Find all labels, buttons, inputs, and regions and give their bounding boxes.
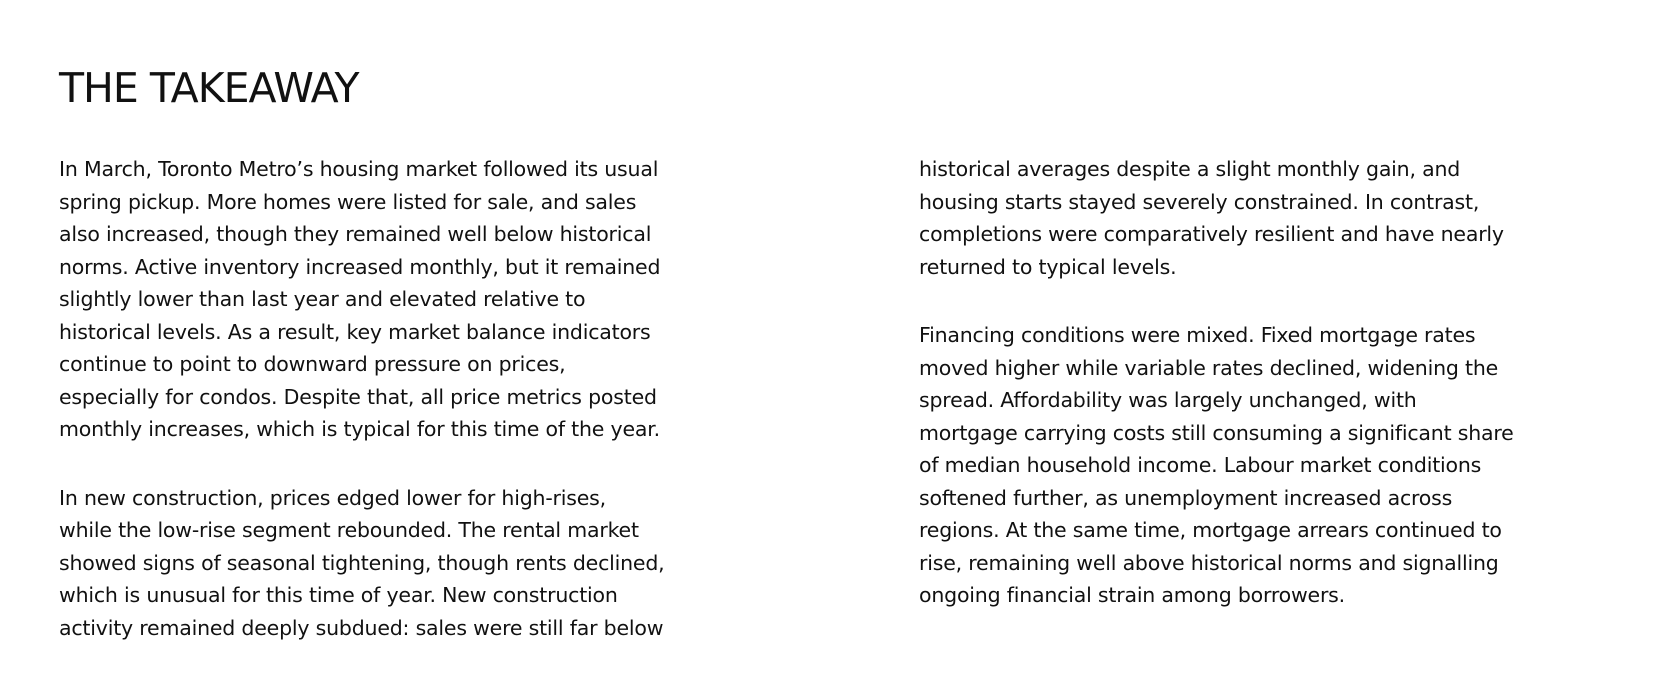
text-line: rise, remaining well above historical norms and signalling xyxy=(919,550,1499,575)
text-line: activity remained deeply subdued: sales were still far below xyxy=(59,615,664,640)
text-line: historical averages despite a slight monthly gain, and xyxy=(919,157,1461,181)
text-line: Financing conditions were mixed. Fixed mortgage rates xyxy=(919,323,1476,347)
text-line: In March, Toronto Metro’s housing market followed its usual xyxy=(59,157,659,181)
text-line: completions were comparatively resilient and have nearly xyxy=(919,222,1504,246)
text-line: also increased, though they remained well below historical xyxy=(59,222,652,246)
text-line: historical levels. As a result, key market balance indicators xyxy=(59,319,651,344)
text-line: while the low-rise segment rebounded. The rental market xyxy=(59,518,639,542)
text-line: In new construction, prices edged lower for high-rises, xyxy=(59,485,606,510)
text-line: monthly increases, which is typical for this time of the year. xyxy=(59,417,660,441)
text-line: housing starts stayed severely constrained. In contrast, xyxy=(919,189,1480,214)
text-line: of median household income. Labour market conditions xyxy=(919,453,1482,477)
left-column xyxy=(59,153,664,680)
text-line: spread. Affordability was largely unchanged, with xyxy=(919,388,1417,412)
paragraph-3 xyxy=(919,153,1514,283)
text-line: returned to typical levels. xyxy=(919,254,1177,279)
text-line: regions. At the same time, mortgage arrears continued to xyxy=(919,518,1502,542)
paragraph-2 xyxy=(59,482,664,645)
text-line: ongoing financial strain among borrowers. xyxy=(919,583,1345,607)
text-line: spring pickup. More homes were listed for sale, and sales xyxy=(59,189,637,214)
text-line: softened further, as unemployment increased across xyxy=(919,485,1453,510)
text-line: mortgage carrying costs still consuming a significant share xyxy=(919,420,1514,445)
text-line: moved higher while variable rates declined, widening the xyxy=(919,355,1499,380)
text-line: norms. Active inventory increased monthly, but it remained xyxy=(59,254,661,279)
text-line: especially for condos. Despite that, all price metrics posted xyxy=(59,384,657,409)
text-line: slightly lower than last year and elevated relative to xyxy=(59,287,586,311)
right-column xyxy=(919,153,1514,648)
page-title: THE TAKEAWAY xyxy=(59,64,359,112)
text-line: showed signs of seasonal tightening, though rents declined, xyxy=(59,550,665,575)
paragraph-4 xyxy=(919,319,1514,612)
text-line: continue to point to downward pressure on prices, xyxy=(59,352,566,376)
paragraph-1 xyxy=(59,153,664,446)
text-line: which is unusual for this time of year. New construction xyxy=(59,583,618,607)
